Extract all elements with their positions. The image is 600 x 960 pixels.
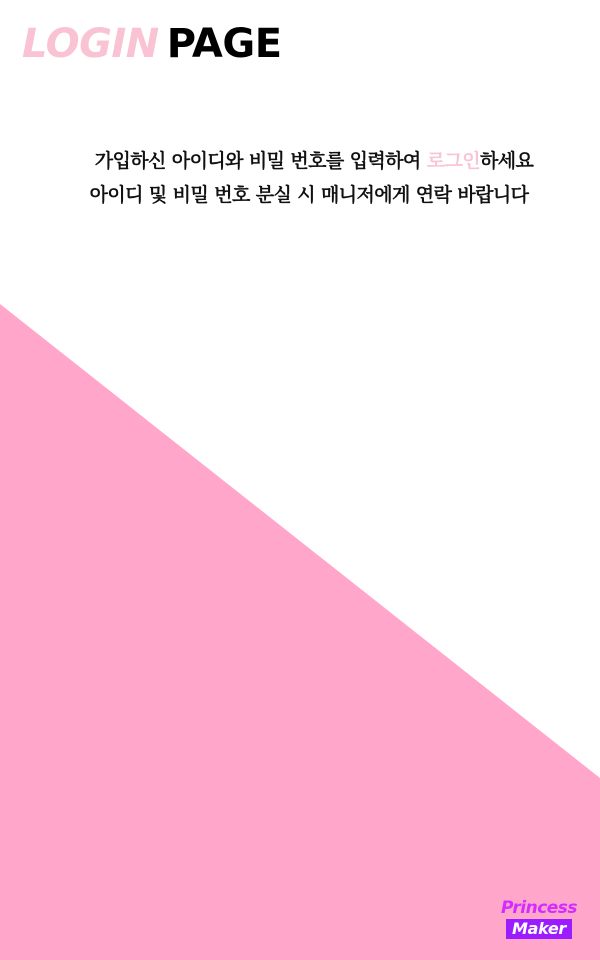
- princess-maker-logo: [494, 898, 584, 939]
- title-login-word: LOGIN: [22, 21, 159, 67]
- instruction-line-2: 아이디 및 비밀 번호 분실 시 매니저에게 연락 바랍니다: [89, 184, 529, 206]
- logo-line-1: Princess: [500, 898, 578, 918]
- login-instructions: [0, 146, 600, 214]
- pink-triangle: [0, 304, 600, 960]
- instruction-line-1-suffix: 하세요: [479, 150, 534, 172]
- logo-line-2: Maker: [506, 919, 572, 939]
- page-title: [22, 18, 282, 70]
- instruction-line-1-prefix: 가입하신 아이디와 비밀 번호를 입력하여: [94, 150, 427, 172]
- instruction-login-highlight: 로그인: [426, 150, 480, 172]
- instruction-line-1: [0, 146, 600, 176]
- title-page-word: PAGE: [166, 21, 282, 67]
